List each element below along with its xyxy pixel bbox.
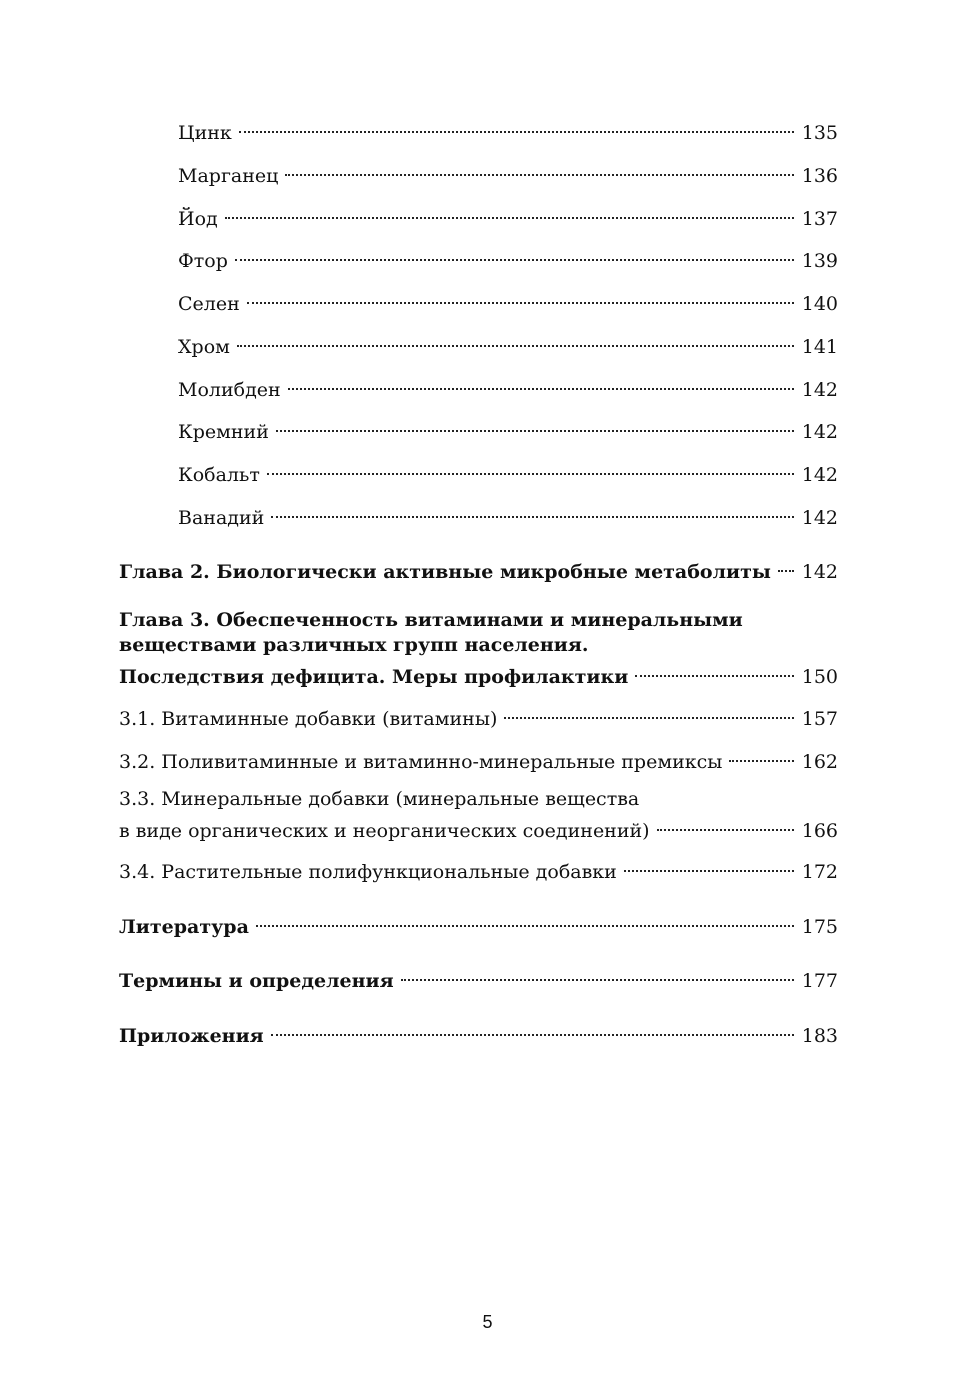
dot-leader <box>271 1017 794 1042</box>
toc-entry-title-line-3: Последствия дефицита. Меры профилактики <box>119 666 629 688</box>
toc-entry-title-line-2: в виде органических и неорганических соединений) <box>119 820 650 842</box>
toc-entry-page: 150 <box>801 666 838 688</box>
toc-entry-page: 183 <box>801 1025 838 1047</box>
toc-entry-title: Термины и определения <box>119 970 394 992</box>
toc-entry-page: 142 <box>801 507 838 529</box>
dot-leader <box>635 658 793 683</box>
dot-leader <box>225 200 794 225</box>
toc-section-3-2[interactable] <box>119 743 838 775</box>
dot-leader <box>237 328 794 353</box>
dot-leader <box>624 853 794 878</box>
toc-entry-title: Молибден <box>178 379 281 401</box>
toc-entry-cobalt[interactable] <box>178 456 838 488</box>
toc-appendices[interactable] <box>119 1017 838 1049</box>
toc-entry-page: 157 <box>801 708 838 730</box>
toc-entry-zinc[interactable] <box>178 114 838 146</box>
page-number: 5 <box>482 1312 493 1332</box>
toc-entry-page: 142 <box>801 379 838 401</box>
dot-leader <box>235 242 794 267</box>
toc-entry-title: Литература <box>119 916 249 938</box>
toc-entry-title: Цинк <box>178 122 232 144</box>
toc-entry-title: Глава 2. Биологически активные микробные метаболиты <box>119 561 771 583</box>
toc-entry-molybdenum[interactable] <box>178 371 838 403</box>
toc-entry-chromium[interactable] <box>178 328 838 360</box>
toc-entry-title: Кобальт <box>178 464 260 486</box>
dot-leader <box>729 743 793 768</box>
toc-entry-title: Хром <box>178 336 230 358</box>
toc-entry-title: 3.4. Растительные полифункциональные добавки <box>119 861 617 883</box>
dot-leader <box>256 908 794 933</box>
dot-leader <box>285 157 793 182</box>
toc-chapter-3[interactable] <box>119 608 838 690</box>
toc-entry-title: Селен <box>178 293 240 315</box>
toc-entry-title-line-2: веществами различных групп населения. <box>119 634 589 656</box>
toc-entry-page: 141 <box>801 336 838 358</box>
toc-entry-title: Приложения <box>119 1025 264 1047</box>
dot-leader <box>657 812 794 837</box>
toc-entry-title-line-1: Глава 3. Обеспеченность витаминами и минеральными <box>119 609 743 631</box>
toc-entry-fluorine[interactable] <box>178 242 838 274</box>
toc-entry-vanadium[interactable] <box>178 499 838 531</box>
toc-entry-title: 3.1. Витаминные добавки (витамины) <box>119 708 498 730</box>
dot-leader <box>247 285 794 310</box>
dot-leader <box>267 456 794 481</box>
dot-leader <box>276 413 794 438</box>
toc-entry-title: Кремний <box>178 421 269 443</box>
toc-entry-page: 137 <box>801 208 838 230</box>
toc-entry-page: 172 <box>801 861 838 883</box>
dot-leader <box>401 962 794 987</box>
toc-entry-page: 162 <box>801 751 838 773</box>
toc-entry-page: 142 <box>801 464 838 486</box>
toc-entry-manganese[interactable] <box>178 157 838 189</box>
toc-entry-page: 136 <box>801 165 838 187</box>
toc-entry-title-line-1: 3.3. Минеральные добавки (минеральные вещества <box>119 788 640 810</box>
toc-entry-title: Йод <box>178 208 218 230</box>
dot-leader <box>288 371 794 396</box>
toc-entry-page: 142 <box>801 421 838 443</box>
toc-chapter-2[interactable] <box>119 553 838 585</box>
toc-terms[interactable] <box>119 962 838 994</box>
toc-entry-page: 140 <box>801 293 838 315</box>
toc-entry-title: Марганец <box>178 165 279 187</box>
dot-leader <box>504 700 793 725</box>
toc-entry-page: 139 <box>801 250 838 272</box>
toc-entry-iodine[interactable] <box>178 200 838 232</box>
toc-entry-title: Фтор <box>178 250 228 272</box>
toc-entry-page: 142 <box>801 561 838 583</box>
toc-section-3-4[interactable] <box>119 853 838 885</box>
toc-entry-page: 177 <box>801 970 838 992</box>
dot-leader <box>778 553 794 578</box>
dot-leader <box>271 499 793 524</box>
toc-entry-silicon[interactable] <box>178 413 838 445</box>
toc-entry-title: 3.2. Поливитаминные и витаминно-минеральные премиксы <box>119 751 723 773</box>
toc-section-3-1[interactable] <box>119 700 838 732</box>
dot-leader <box>239 114 794 139</box>
toc-entry-page: 135 <box>801 122 838 144</box>
toc-section-3-3[interactable] <box>119 787 838 844</box>
toc-literature[interactable] <box>119 908 838 940</box>
toc-entry-page: 175 <box>801 916 838 938</box>
toc-entry-title: Ванадий <box>178 507 265 529</box>
toc-entry-page: 166 <box>801 820 838 842</box>
toc-entry-selenium[interactable] <box>178 285 838 317</box>
